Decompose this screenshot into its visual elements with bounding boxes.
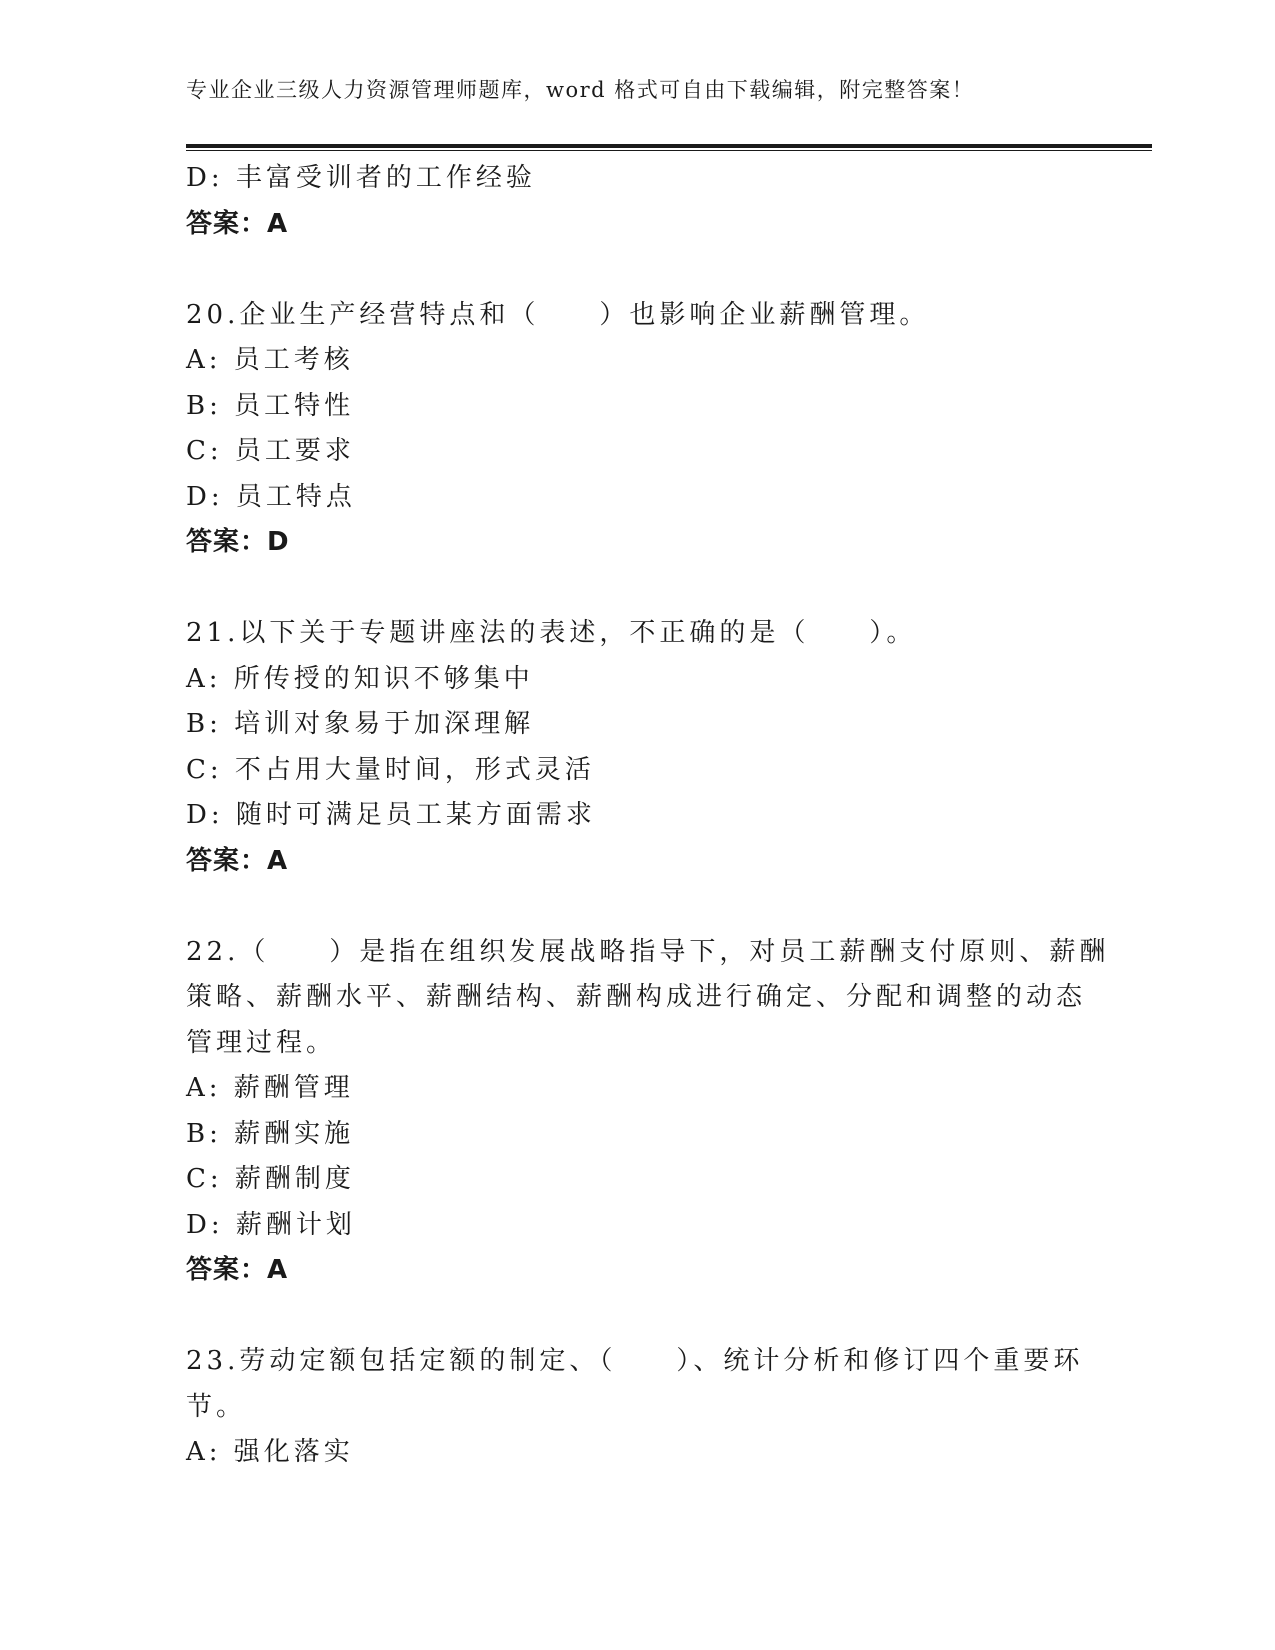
question-21	[186, 611, 1086, 884]
q20-option-d: D: 员工特点	[186, 481, 356, 512]
q21-option-c: C: 不占用大量时间，形式灵活	[186, 754, 595, 785]
q20-answer: 答案：D	[186, 527, 290, 557]
q22-option-b: B: 薪酬实施	[186, 1118, 355, 1149]
q19-option-d: D: 丰富受训者的工作经验	[186, 163, 536, 193]
q19-answer: 答案：A	[186, 208, 289, 239]
spacer	[186, 247, 1086, 293]
q22-stem-line-1: 22.（ ）是指在组织发展战略指导下，对员工薪酬支付原则、薪酬	[186, 936, 1110, 967]
q23-option-a: A: 强化落实	[186, 1437, 354, 1467]
q22-option-c: C: 薪酬制度	[186, 1164, 355, 1194]
q22-option-d: D: 薪酬计划	[186, 1209, 356, 1240]
q22-answer: 答案：A	[186, 1255, 289, 1285]
question-list	[186, 156, 1110, 1476]
spacer	[186, 566, 1086, 612]
q21-answer: 答案：A	[186, 845, 289, 876]
header-rule-thin	[186, 150, 1152, 151]
q21-stem: 21.以下关于专题讲座法的表述，不正确的是（ ）。	[186, 618, 917, 648]
q20-stem: 20.企业生产经营特点和（ ）也影响企业薪酬管理。	[186, 299, 930, 330]
spacer	[186, 1294, 1086, 1340]
q22-option-a: A: 薪酬管理	[186, 1073, 354, 1103]
q21-option-a: A: 所传授的知识不够集中	[186, 663, 534, 694]
question-20	[186, 293, 1086, 566]
q22-stem-line-3: 管理过程。	[186, 1027, 337, 1058]
q23-stem-line-1: 23.劳动定额包括定额的制定、（ ）、统计分析和修订四个重要环	[186, 1346, 1084, 1376]
q23-stem-line-2: 节。	[186, 1391, 247, 1422]
spacer	[186, 884, 1086, 930]
q21-option-b: B: 培训对象易于加深理解	[186, 709, 535, 739]
q20-option-a: A: 员工考核	[186, 345, 354, 375]
question-23	[186, 1339, 1086, 1476]
q20-option-b: B: 员工特性	[186, 390, 355, 421]
q22-stem-line-2: 策略、薪酬水平、薪酬结构、薪酬构成进行确定、分配和调整的动态	[186, 982, 1087, 1012]
question-22	[186, 930, 1110, 1294]
q21-option-d: D: 随时可满足员工某方面需求	[186, 800, 596, 830]
header-rule-thick	[186, 144, 1152, 148]
page-header: 专业企业三级人力资源管理师题库，word 格式可自由下载编辑，附完整答案！	[186, 78, 975, 102]
q20-option-c: C: 员工要求	[186, 436, 355, 466]
